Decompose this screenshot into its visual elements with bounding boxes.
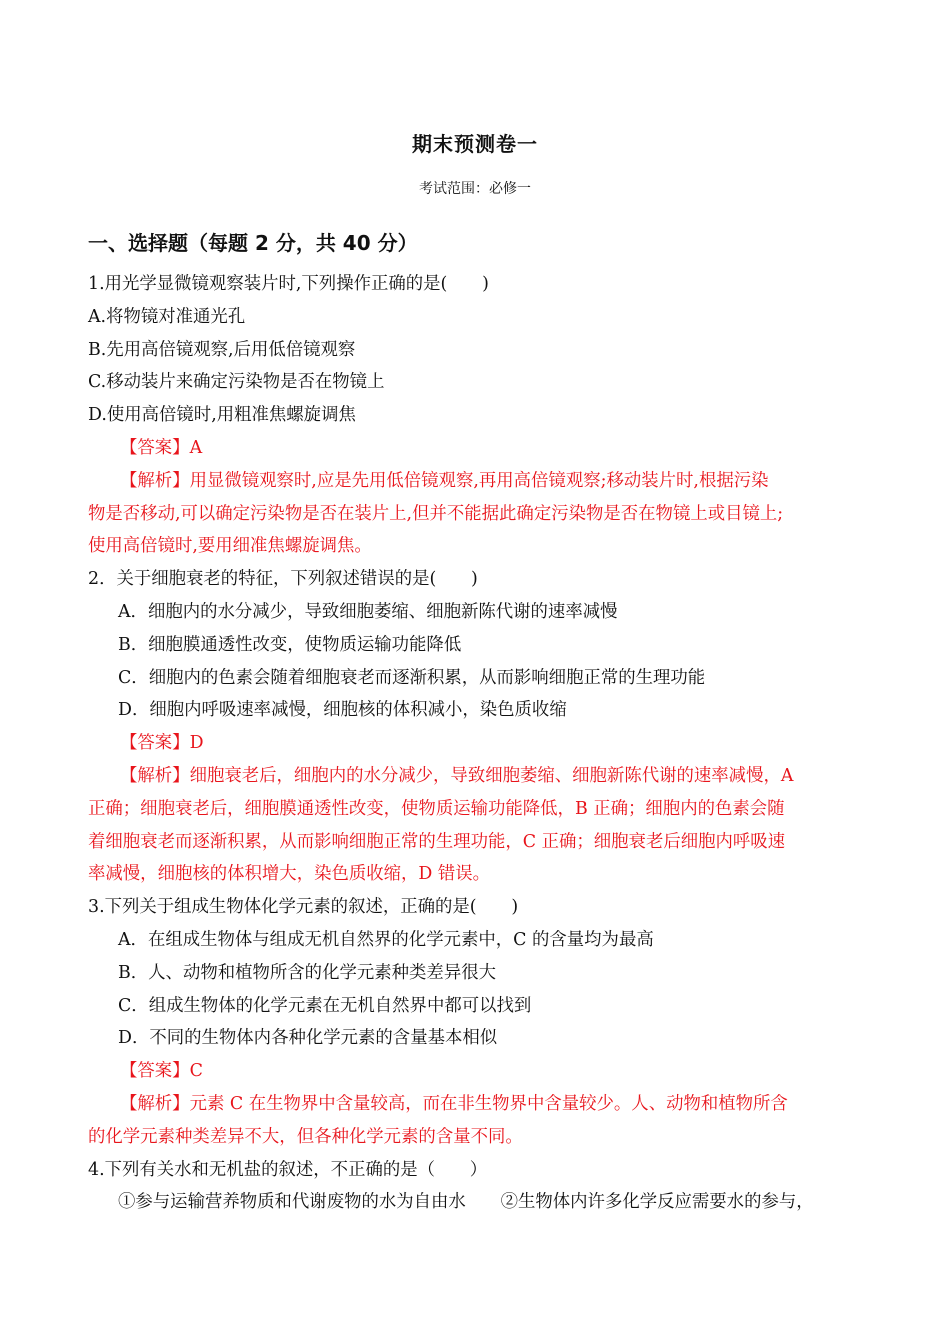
question-option: B.先用高倍镜观察,后用低倍镜观察 — [88, 339, 356, 360]
analysis-line: 物是否移动,可以确定污染物是否在装片上,但并不能据此确定污染物是否在物镜上或目镜上; — [88, 503, 784, 524]
question-stem: 4.下列有关水和无机盐的叙述，不正确的是（ ） — [88, 1159, 488, 1180]
question-list — [88, 268, 868, 1219]
question-stem: 1.用光学显微镜观察装片时,下列操作正确的是( ) — [88, 274, 489, 294]
exam-title: 期末预测卷一 — [412, 132, 538, 156]
analysis-line: 使用高倍镜时,要用细准焦螺旋调焦。 — [88, 536, 372, 557]
analysis-line: 【解析】细胞衰老后，细胞内的水分减少，导致细胞萎缩、细胞新陈代谢的速率减慢，A — [120, 765, 794, 786]
question-option: D.使用高倍镜时,用粗准焦螺旋调焦 — [88, 405, 356, 426]
question-stem: 3.下列关于组成生物体化学元素的叙述，正确的是( ) — [88, 897, 519, 918]
question-option: C.移动装片来确定污染物是否在物镜上 — [88, 372, 385, 393]
question-statement: ①参与运输营养物质和代谢废物的水为自由水 ②生物体内许多化学反应需要水的参与， — [118, 1192, 814, 1213]
question-option: D．细胞内呼吸速率减慢，细胞核的体积减小，染色质收缩 — [118, 700, 567, 721]
section-heading: 一、选择题（每题 2 分，共 40 分） — [88, 231, 418, 255]
question-option: C．组成生物体的化学元素在无机自然界中都可以找到 — [118, 995, 532, 1016]
question-option: A.将物镜对准通光孔 — [88, 306, 246, 327]
question-option: B．人、动物和植物所含的化学元素种类差异很大 — [118, 962, 496, 983]
question-stem: 2．关于细胞衰老的特征，下列叙述错误的是( ) — [88, 569, 478, 590]
question-option: D．不同的生物体内各种化学元素的含量基本相似 — [118, 1028, 498, 1049]
exam-scope: 考试范围：必修一 — [419, 181, 531, 197]
analysis-line: 【解析】元素 C 在生物界中含量较高，而在非生物界中含量较少。人、动物和植物所含 — [120, 1093, 788, 1114]
analysis-line: 正确；细胞衰老后，细胞膜通透性改变，使物质运输功能降低，B 正确；细胞内的色素会随 — [88, 798, 785, 819]
analysis-line: 【解析】用显微镜观察时,应是先用低倍镜观察,再用高倍镜观察;移动装片时,根据污染 — [120, 470, 769, 491]
answer-line: 【答案】A — [120, 437, 203, 458]
question-option: B．细胞膜通透性改变，使物质运输功能降低 — [118, 634, 462, 655]
answer-line: 【答案】C — [120, 1061, 203, 1082]
question-option: A．细胞内的水分减少，导致细胞萎缩、细胞新陈代谢的速率减慢 — [118, 601, 618, 622]
answer-line: 【答案】D — [120, 733, 204, 754]
question-option: A．在组成生物体与组成无机自然界的化学元素中，C 的含量均为最高 — [118, 929, 654, 950]
analysis-line: 的化学元素种类差异不大，但各种化学元素的含量不同。 — [88, 1126, 523, 1147]
analysis-line: 率减慢，细胞核的体积增大，染色质收缩，D 错误。 — [88, 864, 491, 885]
analysis-line: 着细胞衰老而逐渐积累，从而影响细胞正常的生理功能，C 正确；细胞衰老后细胞内呼吸速 — [88, 831, 786, 852]
question-option: C．细胞内的色素会随着细胞衰老而逐渐积累，从而影响细胞正常的生理功能 — [118, 667, 706, 688]
